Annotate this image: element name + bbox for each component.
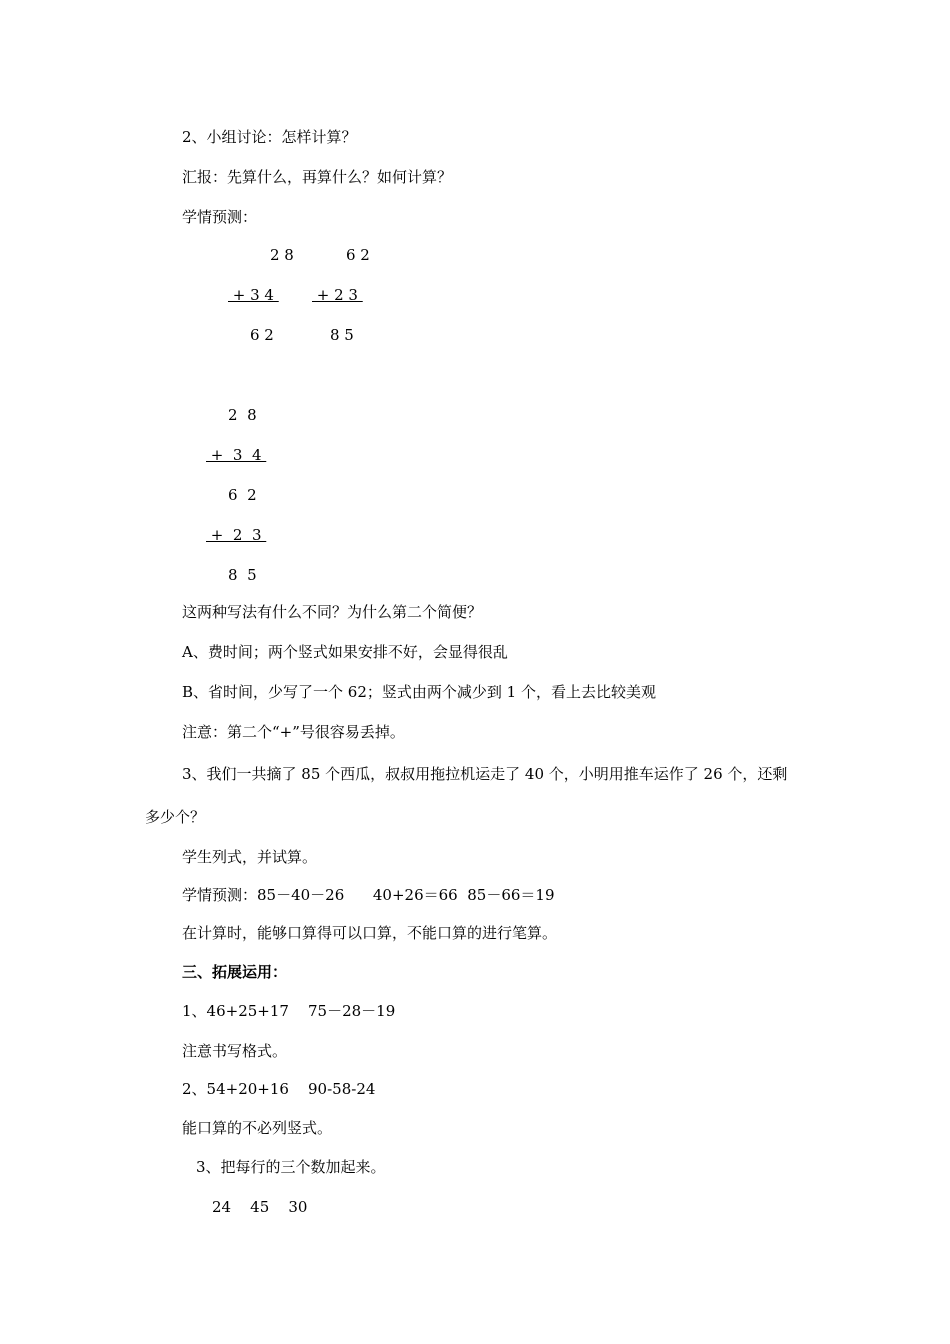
calc-tip: 在计算时，能够口算得可以口算，不能口算的进行笔算。 [182,924,558,942]
calc1-sum: 6 2 [250,326,274,344]
watermelon-problem: 3、我们一共摘了 85 个西瓜，叔叔用拖拉机运走了 40 个，小明用推车运作了 26 个，还剩 [182,765,788,783]
note-mental-math: 能口算的不必列竖式。 [182,1119,333,1137]
calc1-addend2: + 3 4 [228,286,279,304]
prediction-equations: 学情预测：85－40－26 40+26＝66 85－66＝19 [182,886,555,904]
comparison-question: 这两种写法有什么不同？为什么第二个简便？ [182,603,483,621]
calc2-addend1: 6 2 [346,246,370,264]
calc2-sum: 8 5 [330,326,354,344]
option-b: B、省时间，少写了一个 62；竖式由两个减少到 1 个，看上去比较美观 [182,683,656,701]
combined-addend3: + 2 3 [206,526,267,544]
combined-addend2: + 3 4 [206,446,267,464]
exercise-1: 1、46+25+17 75－28－19 [182,1002,396,1020]
heading-group-discussion: 2、小组讨论：怎样计算？ [182,128,357,146]
exercise-2: 2、54+20+16 90-58-24 [182,1080,376,1098]
combined-addend1: 2 8 [228,406,257,424]
note-plus-sign: 注意：第二个“+”号很容易丢掉。 [182,723,405,741]
exercise-3: 3、把每行的三个数加起来。 [196,1158,386,1176]
exercise-3-numbers: 24 45 30 [212,1198,308,1216]
prediction-label: 学情预测： [182,208,258,226]
combined-final-sum: 8 5 [228,566,257,584]
option-a: A、费时间；两个竖式如果安排不好，会显得很乱 [182,643,508,661]
calc1-addend1: 2 8 [270,246,294,264]
watermelon-problem-cont: 多少个？ [145,808,206,826]
report-question: 汇报：先算什么，再算什么？如何计算？ [182,168,453,186]
note-format: 注意书写格式。 [182,1042,288,1060]
combined-partial-sum: 6 2 [228,486,257,504]
calc2-addend2: + 2 3 [312,286,363,304]
student-equation: 学生列式，并试算。 [182,848,318,866]
section-heading-extension: 三、拓展运用： [182,963,288,981]
